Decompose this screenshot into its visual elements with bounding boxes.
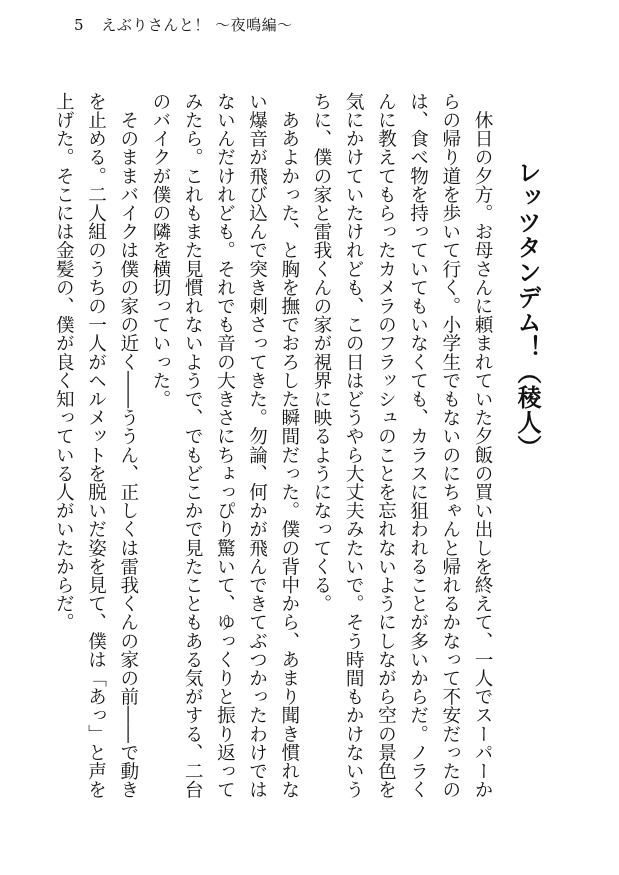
paragraph: 休日の夕方。お母さんに頼まれていた夕飯の買い出しを終えて、一人でスーパーからの帰り道を歩いて行く。小学生でもないのにちゃんと帰れるかなって不安だったのは、食べ物を持っていてもいなくても、カラスに狙われることが多いからだ。ノラくんに教えてもらったカメラのフラッシュのことを忘れないようにしながら空の景色を気にかけていたけれども、この日はどうやら大丈夫みたいで。そう時間もかけないうちに、僕の家と雷我くんの家が視界に映るようになってくる。: [310, 92, 493, 799]
page-number: 5: [74, 16, 85, 34]
story-title: レッツタンデム！（稜人）: [513, 160, 541, 460]
story-body: [53, 92, 498, 812]
paragraph: ああよかった、と胸を撫でおろした瞬間だった。僕の背中から、あまり聞き慣れない爆音が飛び込んで突き刺さってきた。勿論、何かが飛んできてぶつかったわけではないんだけれども。それでも音の大きさにちょっぴり驚いて、ゆっくりと振り返ってみたら。これもまた見慣れないようで、でもどこかで見たこともある気がする、二台のバイクが僕の隣を横切っていった。: [149, 92, 300, 799]
running-title: えぶりさんと！ 〜夜鳴編〜: [101, 16, 293, 34]
running-header: [74, 14, 293, 35]
paragraph: そのままバイクは僕の家の近く――ううん、正しくは雷我くんの家の前――で動きを止める。二人組のうちの一人がヘルメットを脱いだ姿を見て、僕は「あっ」と声を上げた。そこには金髪の、僕が良く知っている人がいたからだ。: [53, 92, 139, 799]
